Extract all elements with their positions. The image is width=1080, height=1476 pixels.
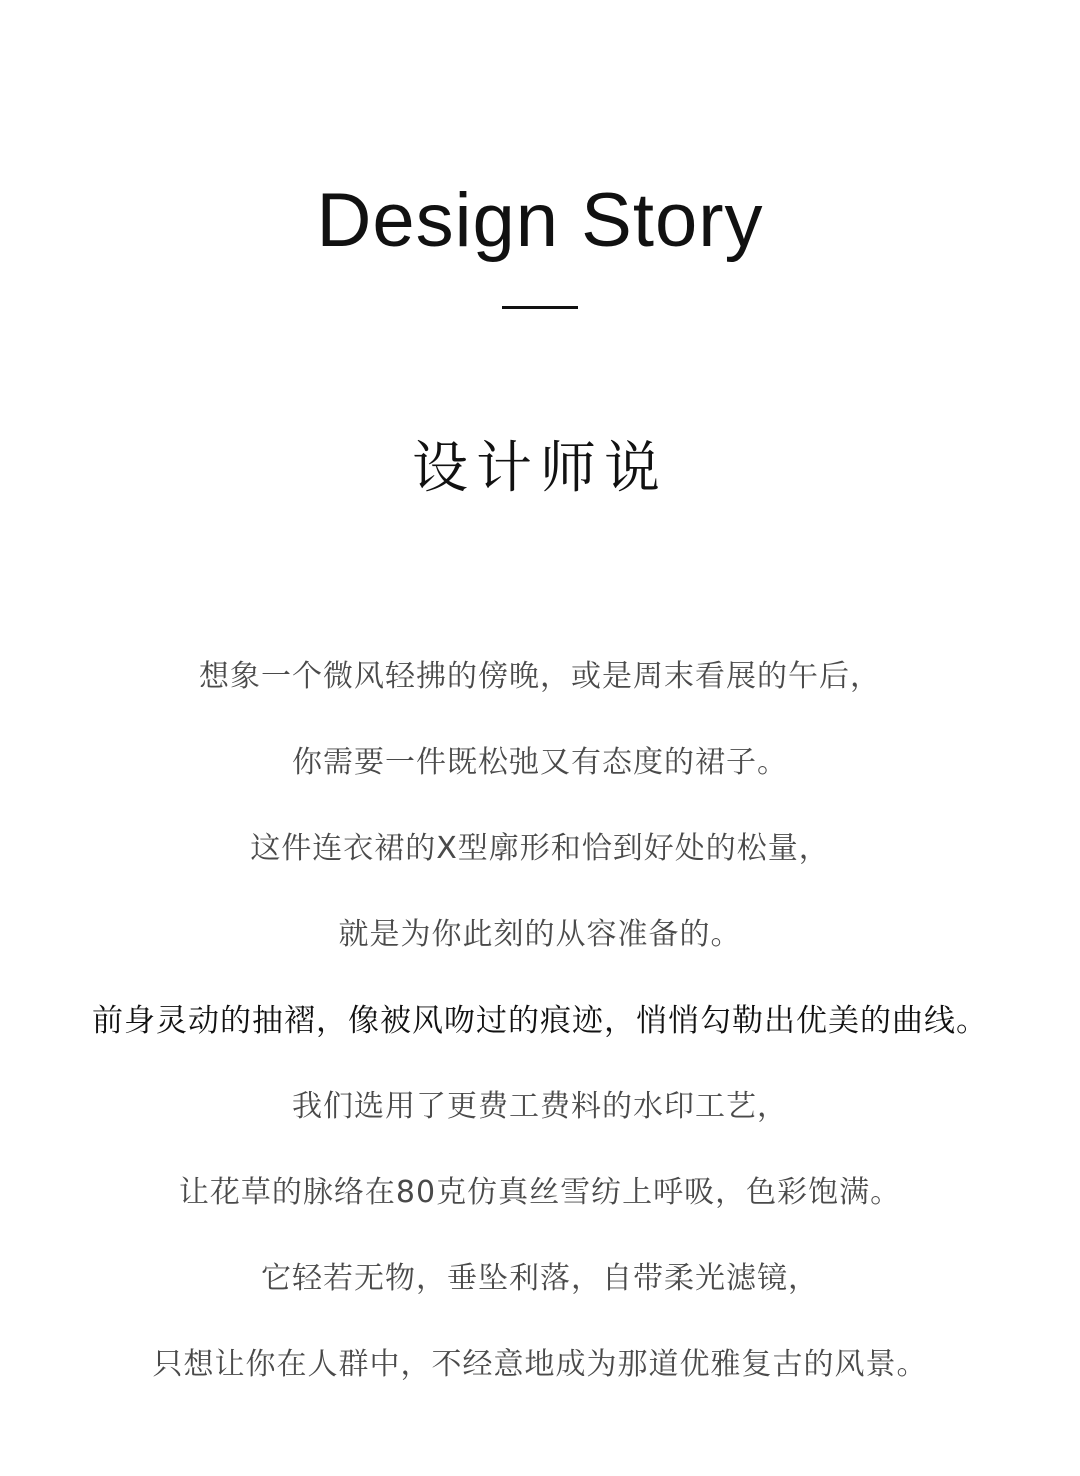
story-line: 就是为你此刻的从容准备的。: [338, 917, 742, 952]
page-title-chinese: 设计师说: [412, 436, 668, 501]
story-line: 它轻若无物，垂坠利落，自带柔光滤镜，: [261, 1261, 819, 1296]
story-line: 只想让你在人群中，不经意地成为那道优雅复古的风景。: [152, 1347, 928, 1382]
title-divider: [502, 306, 578, 309]
story-text-block: [0, 648, 1080, 1422]
story-line: 让花草的脉络在80克仿真丝雪纺上呼吸，色彩饱满。: [178, 1175, 902, 1210]
story-line: 想象一个微风轻拂的傍晚，或是周末看展的午后，: [199, 659, 881, 694]
story-line: 我们选用了更费工费料的水印工艺，: [292, 1089, 788, 1124]
story-line: 你需要一件既松弛又有态度的裙子。: [292, 745, 788, 780]
page-title-english: Design Story: [316, 178, 764, 263]
story-line-emphasized: 前身灵动的抽褶，像被风吻过的痕迹，悄悄勾勒出优美的曲线。: [92, 1003, 988, 1039]
story-line: 这件连衣裙的X型廓形和恰到好处的松量，: [250, 831, 830, 866]
